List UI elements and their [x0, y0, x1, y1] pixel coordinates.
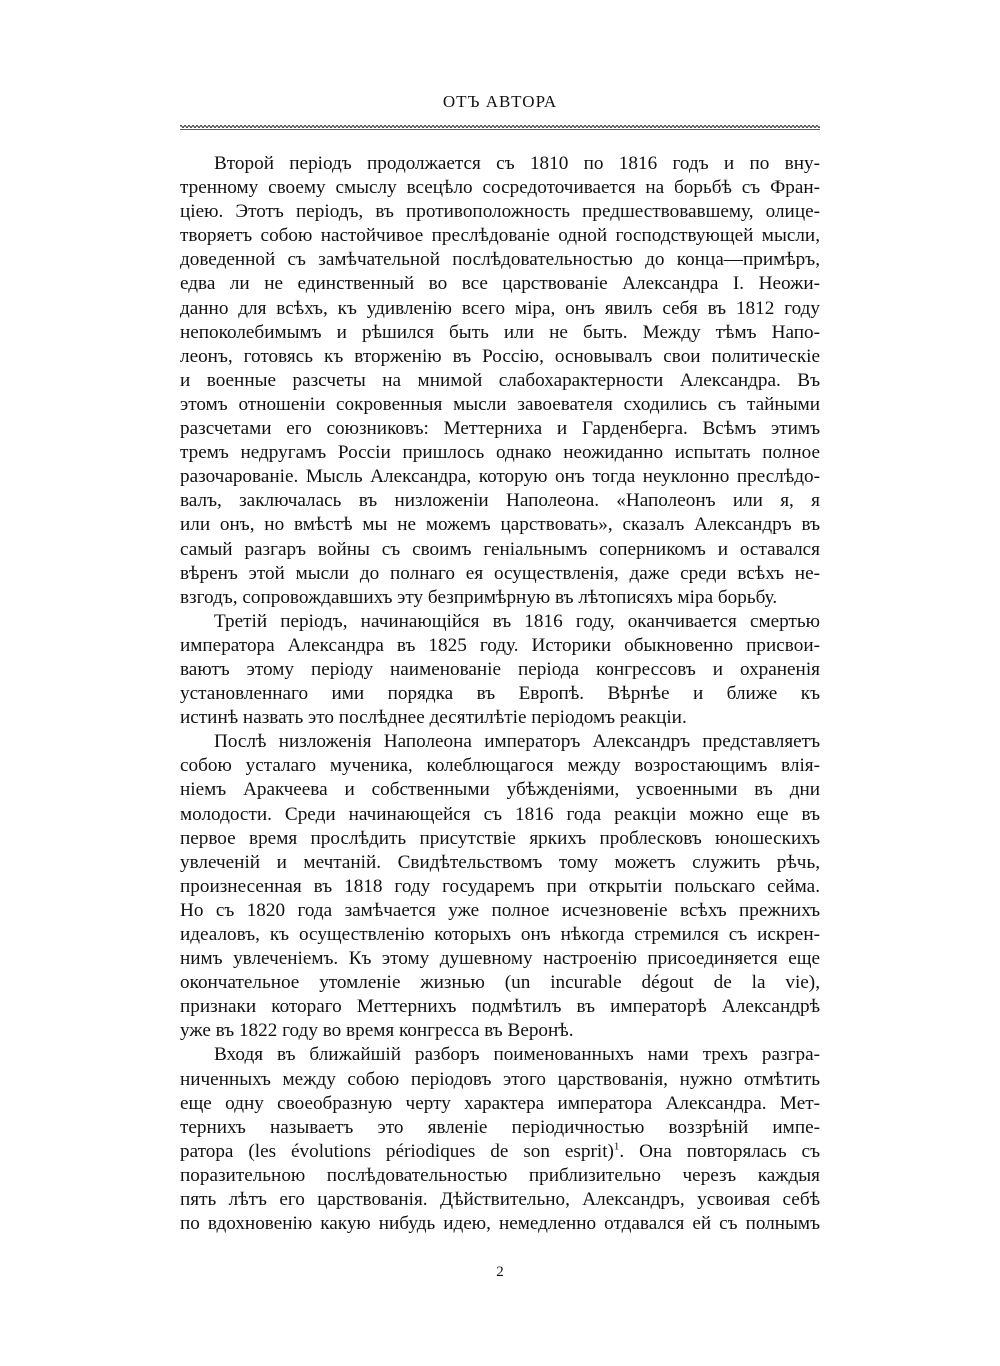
text-line: поразительною послѣдовательностью приблизительно черезъ каждыя — [180, 1164, 820, 1186]
text-line: Входя въ ближайшій разборъ поименованныхъ нами трехъ разгра- — [214, 1044, 820, 1066]
text-line: ваютъ этому періоду наименованіе періода конгрессовъ и охраненія — [180, 658, 820, 680]
text-line: вѣренъ этой мысли до полнаго ея осуществленія, даже среди всѣхъ не- — [180, 562, 820, 584]
text-line: едва ли не единственный во все царствованіе Александра I. Неожи- — [180, 273, 820, 295]
paragraph-third-period — [180, 610, 820, 730]
text-line: ціею. Этотъ періодъ, въ противоположность предшествовавшему, олице- — [180, 201, 820, 223]
text-line: взгодъ, сопровождавшихъ эту безпримѣрную въ лѣтописяхъ міра борьбу. — [180, 586, 778, 608]
paragraph-second-period — [180, 152, 820, 610]
footnote-line-before: ратора (les évolutions périodiques de son esprit) — [180, 1140, 614, 1162]
text-line: непоколебимымъ и рѣшился быть или не быть. Между тѣмъ Напо- — [180, 321, 820, 343]
text-line: или онъ, но вмѣстѣ мы не можемъ царствовать», сказалъ Александръ въ — [180, 514, 820, 536]
text-line: Третій періодъ, начинающійся въ 1816 году, оканчивается смертью — [214, 610, 820, 632]
footnote-marker[interactable]: 1 — [613, 1140, 620, 1153]
text-line: валъ, заключалась въ низложеніи Наполеона. «Наполеонъ или я, я — [180, 490, 820, 512]
text-line: окончательное утомленіе жизнью (un incurable dégout de la vie), — [180, 972, 820, 994]
text-line: данно для всѣхъ, къ удивленію всего міра, онъ явилъ себя въ 1812 году — [180, 297, 820, 319]
text-line: тремъ недругамъ Россіи пришлось однако неожиданно испытать полное — [180, 442, 820, 464]
text-line: императора Александра въ 1825 году. Историки обыкновенно присвои- — [180, 634, 820, 656]
text-line: самый разгаръ войны съ своимъ геніальнымъ соперникомъ и оставался — [180, 538, 820, 560]
page-number: 2 — [496, 1264, 504, 1280]
text-line: леонъ, готовясь къ вторженію въ Россію, основывалъ свои политическіе — [180, 345, 820, 367]
text-line: произнесенная въ 1818 году государемъ при открытіи польскаго сейма. — [180, 875, 820, 897]
text-line: разочарованіе. Мысль Александра, которую онъ тогда неуклонно преслѣдо- — [180, 466, 820, 488]
text-line: установленнаго ими порядка въ Европѣ. Вѣрнѣе и ближе къ — [180, 683, 820, 705]
header-wavy-rule — [180, 124, 820, 130]
text-line: признаки котораго Меттернихъ подмѣтилъ въ императорѣ Александрѣ — [180, 996, 820, 1018]
text-line: истинѣ назвать это послѣднее десятилѣтіе періодомъ реакціи. — [180, 707, 687, 729]
text-line: ніемъ Аракчеева и собственными убѣжденіями, усвоенными въ дни — [180, 779, 820, 801]
footnote-line-after: . Она повторялась съ — [619, 1140, 821, 1162]
text-line: творяетъ собою настойчивое преслѣдованіе одной господствующей мысли, — [180, 225, 820, 247]
text-line: Второй періодъ продолжается съ 1810 по 1816 годъ и по вну- — [214, 153, 820, 174]
text-line: нимъ увлеченіемъ. Къ этому душевному настроенію присоединяется еще — [180, 948, 820, 970]
text-line-with-footnote — [180, 1140, 820, 1164]
text-line: первое время прослѣдить присутствіе яркихъ проблесковъ юношескихъ — [180, 827, 820, 849]
paragraph-after-napoleon — [180, 730, 820, 1043]
text-line: собою усталаго мученика, колеблющагося между возростающимъ влія- — [180, 755, 820, 777]
text-line: ниченныхъ между собою періодовъ этого царствованія, нужно отмѣтить — [180, 1068, 820, 1090]
paragraph-periodicity — [180, 1043, 820, 1236]
text-line: тернихъ называетъ это явленіе періодичностью воззрѣній импе- — [180, 1116, 820, 1138]
text-line: уже въ 1822 году во время конгресса въ Веронѣ. — [180, 1020, 574, 1042]
text-line: молодости. Среди начинающейся съ 1816 года реакціи можно еще въ — [180, 803, 820, 825]
text-line: и военные разсчеты на мнимой слабохарактерности Александра. Въ — [180, 369, 820, 391]
text-line: увлеченій и мечтаній. Свидѣтельствомъ тому можетъ служить рѣчь, — [180, 851, 820, 873]
text-line: разсчетами его союзниковъ: Меттерниха и Гарденберга. Всѣмъ этимъ — [180, 418, 820, 440]
text-line: тренному своему смыслу всецѣло сосредоточивается на борьбѣ съ Фран- — [180, 177, 820, 199]
running-title: ОТЪ АВТОРА — [442, 92, 558, 111]
text-line: идеаловъ, къ осуществленію которыхъ онъ нѣкогда стремился съ искрен- — [180, 924, 820, 945]
text-line: еще одну своеобразную черту характера императора Александра. Мет- — [180, 1092, 820, 1114]
text-line: доведенной съ замѣчательной послѣдовательностью до конца—примѣръ, — [180, 249, 820, 271]
text-line: Но съ 1820 года замѣчается уже полное исчезновеніе всѣхъ прежнихъ — [180, 899, 820, 921]
text-line: по вдохновенію какую нибудь идею, немедленно отдавался ей съ полнымъ — [180, 1213, 820, 1235]
text-line: этомъ отношеніи сокровенныя мысли завоевателя сходились съ тайными — [180, 393, 820, 415]
main-text — [180, 152, 820, 1236]
text-line: Послѣ низложенія Наполеона императоръ Александръ представляетъ — [214, 731, 820, 753]
text-line: пять лѣтъ его царствованія. Дѣйствительно, Александръ, усвоивая себѣ — [180, 1189, 820, 1211]
